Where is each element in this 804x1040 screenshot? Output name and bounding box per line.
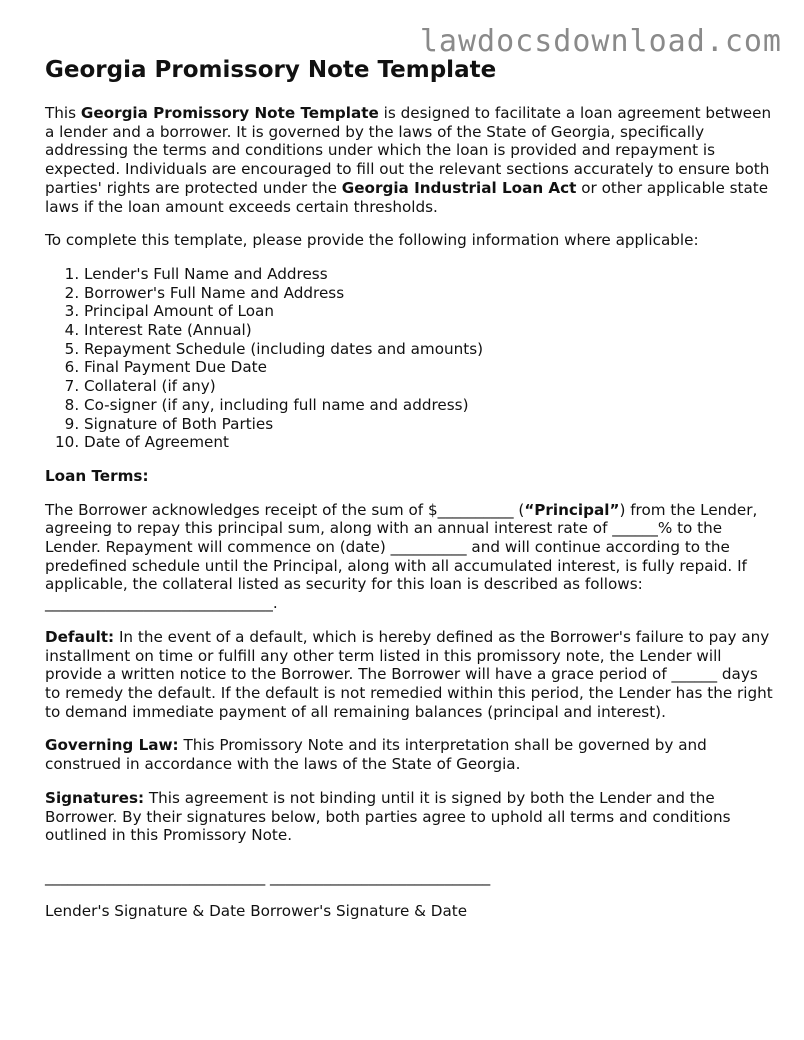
required-info-list (45, 265, 775, 452)
governing-law-text: This Promissory Note and its interpretation shall be governed by and construed in accordance with the laws of the State of Georgia. (45, 736, 707, 774)
signature-labels: Lender's Signature & Date Borrower's Signature & Date (45, 901, 468, 920)
list-item: 9. Signature of Both Parties (84, 415, 775, 434)
signature-lines: _____________________________ _____________________________ (45, 867, 491, 886)
list-item: 8. Co-signer (if any, including full name and address) (84, 396, 775, 415)
watermark: lawdocsdownload.com (419, 24, 782, 59)
signatures-label: Signatures: (45, 788, 145, 807)
loan-terms-text-2: ) from the Lender, agreeing to repay this principal sum, along with an annual interest rate of ______% to the Lender. Repayment will commence on (date) __________ and will continue according to the predefined schedule until the Principal, along with all accumulated interest, is fully repaid. If applicable, the collateral listed as security for this loan is described as follows: ______________________________. (45, 500, 758, 613)
list-item: 3. Principal Amount of Loan (84, 302, 775, 321)
loan-terms-heading (45, 467, 775, 486)
instructions-lead: To complete this template, please provide the following information where applicable: (45, 231, 699, 250)
list-item: 6. Final Payment Due Date (84, 358, 775, 377)
list-item: 7. Collateral (if any) (84, 377, 775, 396)
intro-text-3: or other applicable state laws if the loan amount exceeds certain thresholds. (45, 178, 769, 216)
signatures-paragraph (45, 789, 775, 845)
governing-law-paragraph (45, 736, 775, 773)
list-item: 5. Repayment Schedule (including dates and amounts) (84, 340, 775, 359)
list-item: 1. Lender's Full Name and Address (84, 265, 775, 284)
list-item: 2. Borrower's Full Name and Address (84, 284, 775, 303)
loan-terms-heading-text: Loan Terms: (45, 466, 149, 485)
intro-paragraph (45, 104, 775, 216)
intro-bold-1: Georgia Promissory Note Template (80, 104, 379, 122)
default-label: Default: (45, 627, 115, 646)
document-page (45, 54, 775, 920)
loan-terms-paragraph (45, 501, 775, 613)
principal-term: “Principal” (524, 500, 620, 519)
page-title: Georgia Promissory Note Template (45, 57, 497, 83)
governing-law-label: Governing Law: (45, 736, 179, 755)
list-item: 4. Interest Rate (Annual) (84, 321, 775, 340)
intro-text-1: This (45, 104, 81, 122)
loan-terms-text-1: The Borrower acknowledges receipt of the sum of $__________ ( (45, 500, 525, 519)
default-paragraph (45, 628, 775, 722)
default-text: In the event of a default, which is hereby defined as the Borrower's failure to pay any installment on time or fulfill any other term listed in this promissory note, the Lender will provide a written notice to the Borrower. The Borrower will have a grace period of ______ days to remedy the default. If the default is not remedied within this period, the Lender has the right to demand immediate payment of all remaining balances (principal and interest). (45, 627, 773, 721)
signatures-text: This agreement is not binding until it is signed by both the Lender and the Borrower. By their signatures below, both parties agree to uphold all terms and conditions outlined in this Promissory Note. (45, 788, 731, 845)
list-item: 10. Date of Agreement (84, 433, 775, 452)
intro-text-2: is designed to facilitate a loan agreement between a lender and a borrower. It is governed by the laws of the State of Georgia, specifically addressing the terms and conditions under which the loan is provided and repayment is expected. Individuals are encouraged to fill out the relevant sections accurately to ensure both parties' rights are protected under the (45, 104, 772, 197)
intro-bold-2: Georgia Industrial Loan Act (341, 178, 577, 197)
